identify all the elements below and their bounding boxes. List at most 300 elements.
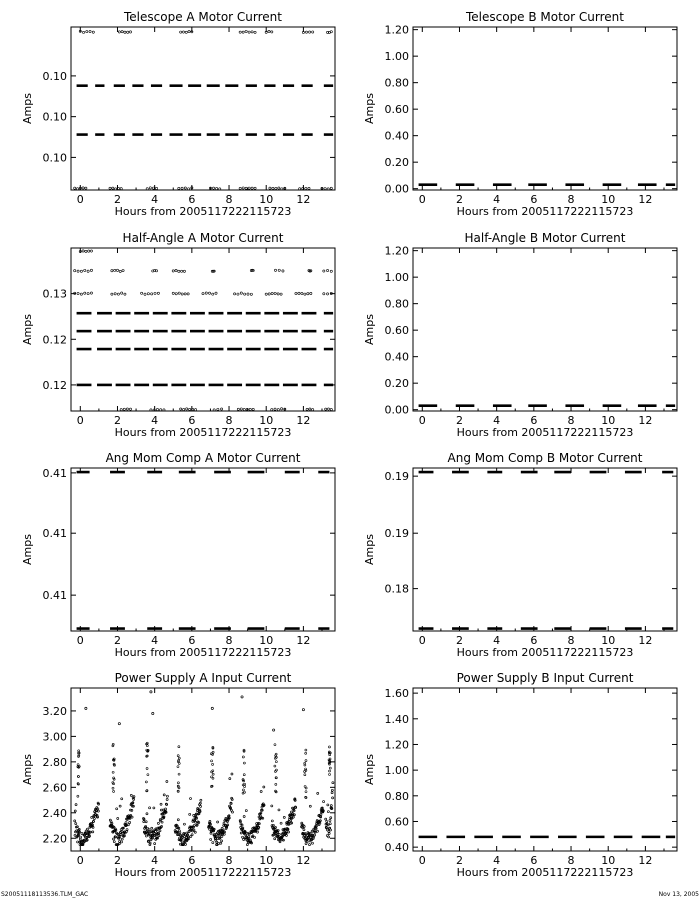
data-point [92, 826, 94, 828]
data-point [74, 270, 76, 272]
data-point [181, 187, 183, 189]
footer-date: Nov 13, 2005 [658, 891, 699, 898]
data-point [77, 764, 79, 766]
x-axis-label: Hours from 2005117222115723 [456, 866, 634, 879]
x-tick-label: 12 [296, 854, 311, 867]
y-tick-label: 0.41 [42, 527, 67, 541]
y-tick-label: 0.40 [384, 129, 409, 143]
data-point [305, 791, 307, 793]
data-point [271, 820, 273, 822]
plot-frame [413, 27, 677, 190]
chart-panel [21, 10, 335, 218]
data-point [151, 827, 153, 829]
data-point [285, 834, 287, 836]
data-point [274, 838, 276, 840]
data-point [323, 270, 325, 272]
data-point [328, 746, 330, 748]
data-point [120, 188, 122, 190]
data-point [327, 408, 329, 410]
data-point [326, 269, 328, 271]
data-point [240, 408, 242, 410]
data-point [237, 408, 239, 410]
data-point [209, 828, 211, 830]
data-point [199, 802, 201, 804]
data-point [200, 799, 202, 801]
data-point [274, 408, 276, 410]
data-point [125, 822, 127, 824]
data-point [85, 250, 87, 252]
data-point [194, 409, 196, 411]
y-tick-label: 0.10 [42, 69, 67, 83]
x-tick-label: 0 [418, 414, 426, 427]
x-tick-label: 10 [601, 414, 616, 427]
data-point [307, 837, 309, 839]
y-axis-label: Amps [21, 93, 34, 124]
x-tick-label: 12 [638, 854, 653, 867]
data-point [90, 250, 92, 252]
data-point [196, 824, 198, 826]
data-point [329, 819, 331, 821]
x-tick-label: 2 [113, 193, 121, 206]
data-point [326, 821, 328, 823]
data-point [158, 835, 160, 837]
data-point [186, 408, 188, 410]
data-point [328, 836, 330, 838]
data-point [332, 782, 334, 784]
data-series [74, 691, 334, 846]
data-point [280, 293, 282, 295]
data-point [312, 409, 314, 411]
y-tick-label: 1.60 [384, 687, 409, 701]
data-point [165, 808, 167, 810]
outlier-point [85, 707, 87, 709]
data-point [245, 30, 247, 32]
y-tick-label: 3.00 [42, 730, 67, 744]
data-point [291, 822, 293, 824]
data-point [278, 809, 280, 811]
x-tick-label: 6 [530, 193, 538, 206]
y-tick-label: 0.60 [384, 103, 409, 117]
data-point [317, 792, 319, 794]
y-axis-label: Amps [363, 534, 376, 565]
data-point [256, 831, 258, 833]
data-point [80, 836, 82, 838]
data-point [178, 270, 180, 272]
chart-panel [363, 231, 677, 439]
data-point [190, 798, 192, 800]
x-tick-label: 4 [151, 634, 159, 647]
data-point [129, 31, 131, 33]
x-axis-label: Hours from 2005117222115723 [114, 426, 292, 439]
data-point [309, 408, 311, 410]
data-point [180, 31, 182, 33]
data-point [327, 811, 329, 813]
data-point [323, 801, 325, 803]
data-point [111, 270, 113, 272]
data-point [271, 31, 273, 33]
data-point [223, 833, 225, 835]
data-point [304, 764, 306, 766]
data-point [275, 756, 277, 758]
x-tick-label: 10 [259, 193, 274, 206]
data-point [243, 408, 245, 410]
data-point [216, 841, 218, 843]
data-point [275, 769, 277, 771]
data-point [315, 825, 317, 827]
x-tick-label: 12 [638, 634, 653, 647]
y-tick-label: 0.60 [384, 815, 409, 829]
data-point [191, 834, 193, 836]
x-tick-label: 2 [455, 854, 463, 867]
data-point [78, 750, 80, 752]
data-point [280, 822, 282, 824]
x-tick-label: 0 [418, 193, 426, 206]
data-point [116, 808, 118, 810]
data-point [126, 829, 128, 831]
data-point [178, 292, 180, 294]
data-point [133, 796, 135, 798]
data-point [218, 843, 220, 845]
data-point [277, 832, 279, 834]
chart-panel [21, 671, 335, 879]
data-point [298, 292, 300, 294]
data-point [121, 831, 123, 833]
data-point [275, 187, 277, 189]
data-point [246, 832, 248, 834]
data-point [111, 293, 113, 295]
data-point [305, 749, 307, 751]
data-point [305, 752, 307, 754]
plot-frame [413, 468, 677, 631]
data-point [275, 783, 277, 785]
x-tick-label: 8 [225, 414, 233, 427]
y-tick-label: 0.19 [384, 470, 409, 484]
data-point [250, 293, 252, 295]
data-point [92, 831, 94, 833]
data-point [295, 806, 297, 808]
data-point [278, 269, 280, 271]
data-point [179, 832, 181, 834]
data-point [181, 270, 183, 272]
data-point [118, 31, 120, 33]
data-point [151, 293, 153, 295]
plot-frame [413, 248, 677, 411]
y-tick-label: 1.00 [384, 764, 409, 778]
plot-frame [71, 27, 335, 190]
data-point [274, 269, 276, 271]
data-point [275, 761, 277, 763]
data-point [143, 821, 145, 823]
data-point [82, 187, 84, 189]
data-point [175, 269, 177, 271]
data-point [109, 187, 111, 189]
y-tick-label: 2.60 [42, 781, 67, 795]
x-tick-label: 2 [455, 634, 463, 647]
data-point [274, 744, 276, 746]
data-point [112, 771, 114, 773]
chart-panel [21, 451, 335, 659]
data-point [327, 824, 329, 826]
data-point [112, 787, 114, 789]
x-tick-label: 0 [76, 193, 84, 206]
data-point [306, 841, 308, 843]
data-point [311, 842, 313, 844]
data-point [149, 842, 151, 844]
data-point [80, 293, 82, 295]
data-point [77, 292, 79, 294]
x-tick-label: 0 [418, 634, 426, 647]
data-series [74, 292, 333, 295]
y-tick-label: 0.40 [384, 350, 409, 364]
data-point [80, 270, 82, 272]
data-point [245, 810, 247, 812]
data-point [228, 817, 230, 819]
plot-frame [71, 248, 335, 411]
data-point [307, 293, 309, 295]
data-point [119, 805, 121, 807]
y-tick-label: 0.13 [42, 287, 67, 301]
data-point [288, 831, 290, 833]
chart-title: Telescope B Motor Current [465, 10, 625, 24]
x-tick-label: 10 [601, 854, 616, 867]
data-point [327, 804, 329, 806]
data-series [74, 269, 333, 272]
data-point [183, 823, 185, 825]
data-point [330, 817, 332, 819]
data-point [271, 409, 273, 411]
data-point [141, 292, 143, 294]
x-tick-label: 0 [76, 854, 84, 867]
data-point [188, 30, 190, 32]
data-point [245, 187, 247, 189]
x-tick-label: 8 [567, 414, 575, 427]
data-point [113, 841, 115, 843]
x-tick-label: 2 [113, 854, 121, 867]
chart-panel [21, 231, 335, 439]
data-point [295, 292, 297, 294]
outlier-point [150, 691, 152, 693]
data-point [271, 292, 273, 294]
y-tick-label: 0.80 [384, 297, 409, 311]
data-point [278, 833, 280, 835]
y-tick-label: 2.40 [42, 806, 67, 820]
data-point [312, 31, 314, 33]
data-point [123, 408, 125, 410]
data-point [248, 187, 250, 189]
x-tick-label: 8 [567, 634, 575, 647]
x-tick-label: 6 [188, 414, 196, 427]
data-point [319, 822, 321, 824]
data-point [93, 818, 95, 820]
data-point [274, 765, 276, 767]
outlier-point [273, 729, 275, 731]
chart-title: Ang Mom Comp A Motor Current [105, 451, 301, 465]
data-point [212, 751, 214, 753]
data-point [274, 292, 276, 294]
data-point [242, 756, 244, 758]
data-point [121, 31, 123, 33]
x-tick-label: 10 [259, 854, 274, 867]
x-axis-label: Hours from 2005117222115723 [456, 646, 634, 659]
data-point [314, 834, 316, 836]
data-point [127, 824, 129, 826]
x-tick-label: 12 [638, 193, 653, 206]
data-point [303, 829, 305, 831]
data-point [223, 822, 225, 824]
data-point [278, 187, 280, 189]
data-point [77, 795, 79, 797]
x-tick-label: 8 [567, 854, 575, 867]
data-point [325, 408, 327, 410]
data-point [277, 293, 279, 295]
data-point [330, 805, 332, 807]
data-point [269, 187, 271, 189]
data-point [275, 753, 277, 755]
data-point [116, 269, 118, 271]
y-tick-label: 0.18 [384, 582, 409, 596]
data-point [161, 821, 163, 823]
x-tick-label: 6 [530, 414, 538, 427]
data-point [239, 187, 241, 189]
data-point [193, 824, 195, 826]
chart-title: Half-Angle A Motor Current [122, 231, 284, 245]
data-point [242, 789, 244, 791]
data-point [145, 781, 147, 783]
data-point [166, 799, 168, 801]
data-point [246, 844, 248, 846]
data-point [241, 824, 243, 826]
data-point [145, 821, 147, 823]
data-point [268, 30, 270, 32]
data-point [322, 810, 324, 812]
x-tick-label: 12 [296, 414, 311, 427]
data-point [112, 838, 114, 840]
data-point [91, 816, 93, 818]
data-point [234, 293, 236, 295]
data-point [254, 31, 256, 33]
y-axis-label: Amps [21, 754, 34, 785]
data-point [74, 187, 76, 189]
x-tick-label: 10 [601, 193, 616, 206]
data-point [75, 804, 77, 806]
x-tick-label: 6 [530, 634, 538, 647]
x-tick-label: 4 [151, 854, 159, 867]
data-point [120, 409, 122, 411]
data-point [205, 292, 207, 294]
chart-title: Telescope A Motor Current [124, 10, 282, 24]
data-point [177, 766, 179, 768]
data-point [212, 763, 214, 765]
data-point [89, 30, 91, 32]
data-point [305, 187, 307, 189]
plot-frame [413, 688, 677, 851]
x-tick-label: 4 [151, 193, 159, 206]
x-tick-label: 4 [493, 854, 501, 867]
data-point [237, 293, 239, 295]
data-point [230, 802, 232, 804]
data-point [184, 843, 186, 845]
data-point [305, 796, 307, 798]
data-point [187, 293, 189, 295]
data-point [188, 836, 190, 838]
data-point [163, 794, 165, 796]
data-point [328, 770, 330, 772]
data-point [216, 187, 218, 189]
data-point [243, 762, 245, 764]
data-point [331, 792, 333, 794]
y-tick-label: 1.00 [384, 50, 409, 64]
data-point [210, 838, 212, 840]
data-point [183, 408, 185, 410]
x-tick-label: 6 [188, 193, 196, 206]
y-axis-label: Amps [363, 754, 376, 785]
data-point [74, 810, 76, 812]
data-point [97, 810, 99, 812]
data-point [177, 782, 179, 784]
data-point [304, 785, 306, 787]
data-point [75, 823, 77, 825]
data-point [277, 409, 279, 411]
x-tick-label: 6 [188, 634, 196, 647]
data-point [324, 187, 326, 189]
data-point [251, 31, 253, 33]
data-point [304, 293, 306, 295]
data-point [154, 292, 156, 294]
x-tick-label: 8 [225, 193, 233, 206]
chart-title: Power Supply B Input Current [456, 671, 634, 685]
data-point [252, 408, 254, 410]
data-point [182, 31, 184, 33]
data-point [82, 250, 84, 252]
y-tick-label: 0.12 [42, 378, 67, 392]
x-axis-label: Hours from 2005117222115723 [456, 205, 634, 218]
data-point [221, 840, 223, 842]
data-point [329, 829, 331, 831]
x-tick-label: 2 [455, 193, 463, 206]
data-point [282, 270, 284, 272]
data-point [244, 785, 246, 787]
y-tick-label: 0.40 [384, 841, 409, 855]
data-point [271, 805, 273, 807]
data-point [209, 820, 211, 822]
data-series [79, 250, 92, 253]
x-tick-label: 0 [76, 634, 84, 647]
data-point [309, 844, 311, 846]
data-point [92, 31, 94, 33]
data-point [88, 250, 90, 252]
data-point [193, 814, 195, 816]
data-point [272, 187, 274, 189]
data-point [292, 816, 294, 818]
data-point [124, 293, 126, 295]
data-point [231, 811, 233, 813]
data-point [258, 826, 260, 828]
x-tick-label: 6 [188, 854, 196, 867]
x-axis-label: Hours from 2005117222115723 [114, 646, 292, 659]
data-point [244, 293, 246, 295]
data-point [182, 836, 184, 838]
data-point [280, 408, 282, 410]
data-point [147, 774, 149, 776]
data-point [178, 757, 180, 759]
data-point [121, 292, 123, 294]
y-tick-label: 0.00 [384, 403, 409, 417]
data-point [326, 293, 328, 295]
y-tick-label: 0.80 [384, 789, 409, 803]
data-point [132, 802, 134, 804]
data-point [209, 823, 211, 825]
data-point [310, 832, 312, 834]
